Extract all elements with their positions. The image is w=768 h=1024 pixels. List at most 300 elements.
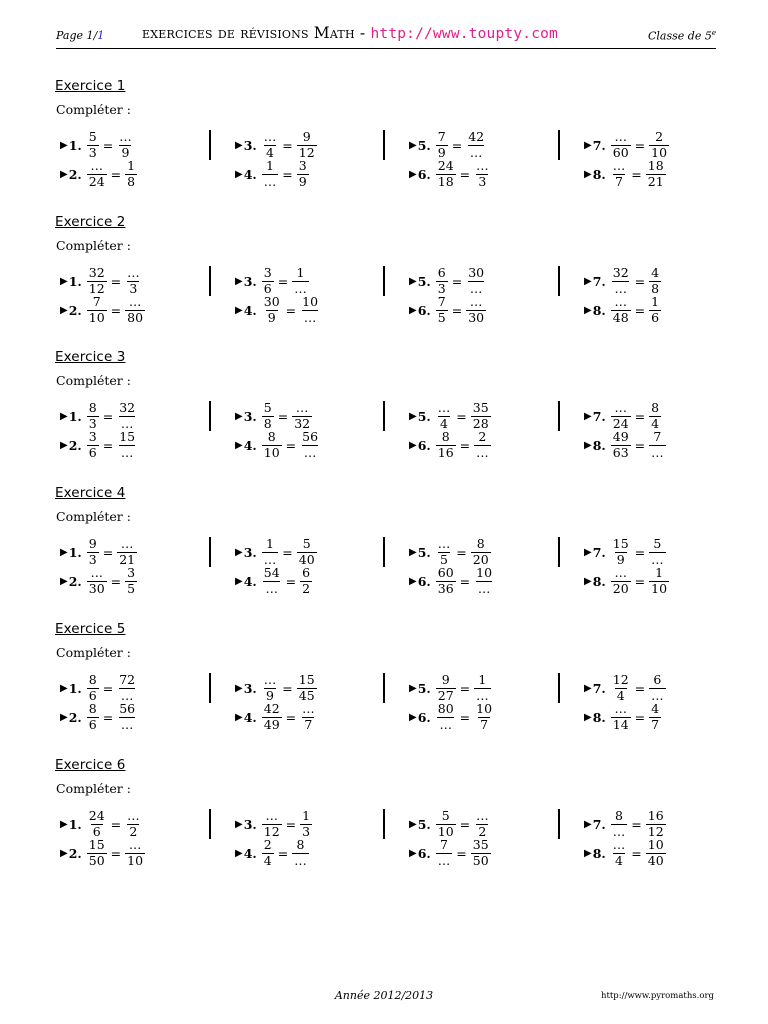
numerator: 5 [263, 400, 272, 415]
denominator: 3 [88, 415, 97, 431]
left-fraction [611, 160, 628, 188]
numerator: … [612, 837, 626, 852]
question-label [235, 274, 257, 289]
question-label [60, 545, 82, 560]
question-item [409, 131, 486, 159]
equals-sign: = [102, 437, 114, 453]
question-number: 8. [592, 573, 606, 589]
denominator: 30 [468, 309, 485, 325]
equals-sign: = [631, 845, 642, 861]
question-number: 1. [68, 680, 82, 696]
question-item [235, 402, 312, 430]
denominator: 21 [647, 173, 664, 189]
triangle-icon: ▶ [235, 546, 243, 558]
header-url-link[interactable]: http://www.toupty.com [370, 26, 558, 42]
left-fraction [436, 160, 456, 188]
numerator: … [476, 158, 489, 173]
right-fraction [117, 131, 134, 159]
title-text: exercices de révisions Math - [142, 24, 371, 42]
left-fraction [262, 567, 282, 595]
left-fraction [262, 431, 282, 459]
numerator: … [295, 400, 309, 415]
triangle-icon: ▶ [409, 711, 417, 723]
question-number: 3. [243, 273, 257, 289]
left-fraction [262, 267, 274, 295]
question-item [60, 839, 145, 867]
question-label [60, 303, 82, 318]
question-number: 1. [68, 816, 82, 832]
left-fraction [611, 131, 631, 159]
triangle-icon: ▶ [60, 139, 68, 151]
denominator: 12 [298, 144, 315, 160]
equals-sign: = [451, 302, 463, 318]
numerator: 7 [437, 129, 446, 144]
exercise-title: Exercice 1 [55, 78, 126, 94]
numerator: … [437, 400, 451, 415]
denominator: 9 [121, 144, 130, 160]
equals-sign: = [459, 573, 471, 589]
question-label [235, 303, 257, 318]
left-fraction [87, 160, 107, 188]
numerator: … [612, 158, 626, 173]
denominator: … [476, 687, 489, 703]
denominator: 9 [437, 144, 446, 160]
question-item [60, 703, 137, 731]
question-number: 6. [417, 166, 431, 182]
right-fraction [117, 402, 137, 430]
question-item [409, 267, 486, 295]
numerator: 3 [127, 565, 136, 580]
denominator: 40 [647, 852, 664, 868]
numerator: … [614, 701, 627, 716]
equals-sign: = [459, 816, 471, 832]
denominator: 63 [612, 444, 629, 460]
question-label [60, 138, 82, 153]
question-item [235, 839, 309, 867]
question-label [409, 846, 431, 861]
equals-sign: = [277, 273, 289, 289]
right-fraction [649, 538, 666, 566]
numerator: 7 [437, 294, 446, 309]
denominator: 3 [478, 173, 487, 189]
right-fraction [471, 538, 491, 566]
right-fraction [117, 703, 137, 731]
numerator: … [469, 294, 483, 309]
numerator: 49 [612, 429, 629, 444]
numerator: … [128, 294, 142, 309]
triangle-icon: ▶ [235, 847, 243, 859]
denominator: 4 [266, 144, 274, 160]
triangle-icon: ▶ [60, 546, 68, 558]
triangle-icon: ▶ [409, 439, 417, 451]
numerator: 9 [441, 672, 450, 687]
question-number: 5. [417, 816, 431, 832]
numerator: 7 [653, 429, 662, 444]
numerator: 35 [472, 837, 489, 852]
question-number: 3. [243, 680, 257, 696]
question-item [409, 160, 491, 188]
denominator: 7 [480, 716, 489, 732]
equals-sign: = [102, 709, 114, 725]
denominator: … [477, 580, 491, 596]
question-number: 1. [68, 544, 82, 560]
triangle-icon: ▶ [584, 711, 592, 723]
denominator: … [294, 280, 307, 296]
numerator: 24 [88, 808, 105, 823]
numerator: … [90, 565, 103, 580]
exercise-instruction: Compléter : [56, 781, 131, 796]
triangle-icon: ▶ [60, 439, 68, 451]
left-fraction [436, 839, 453, 867]
equals-sign: = [456, 845, 467, 861]
left-fraction [262, 839, 274, 867]
column-divider [383, 809, 385, 839]
denominator: 4 [263, 852, 272, 868]
numerator: 1 [296, 265, 305, 280]
denominator: 12 [263, 823, 280, 839]
equals-sign: = [634, 573, 646, 589]
denominator: 9 [267, 309, 276, 325]
triangle-icon: ▶ [409, 546, 417, 558]
denominator: 12 [647, 823, 664, 839]
question-label [60, 438, 82, 453]
question-label [584, 846, 606, 861]
equals-sign: = [277, 408, 289, 424]
question-label [584, 681, 606, 696]
triangle-icon: ▶ [409, 682, 417, 694]
denominator: 40 [298, 551, 315, 567]
question-item [235, 674, 317, 702]
numerator: 72 [119, 672, 136, 687]
equals-sign: = [285, 573, 297, 589]
footer-url[interactable]: http://www.pyromaths.org [601, 991, 714, 1001]
right-fraction [466, 131, 486, 159]
left-fraction [611, 538, 631, 566]
exercise-instruction: Compléter : [56, 373, 131, 388]
question-item [409, 538, 491, 566]
denominator: 10 [651, 580, 668, 596]
question-label [584, 274, 606, 289]
left-fraction [87, 431, 99, 459]
equals-sign: = [110, 273, 122, 289]
numerator: 54 [263, 565, 280, 580]
question-item [60, 402, 137, 430]
left-fraction [611, 296, 631, 324]
numerator: 15 [612, 536, 629, 551]
numerator: 8 [651, 400, 660, 415]
triangle-icon: ▶ [235, 711, 243, 723]
equals-sign: = [451, 273, 463, 289]
exercise-2 [55, 214, 735, 332]
question-item [235, 160, 309, 188]
question-item [235, 131, 317, 159]
triangle-icon: ▶ [584, 439, 592, 451]
column-divider [209, 809, 211, 839]
denominator: 6 [651, 309, 660, 325]
right-fraction [297, 131, 317, 159]
denominator: 5 [440, 551, 448, 567]
question-item [235, 431, 320, 459]
question-label [235, 545, 257, 560]
question-label [584, 303, 606, 318]
question-number: 6. [417, 302, 431, 318]
question-number: 5. [417, 408, 431, 424]
equals-sign: = [277, 845, 289, 861]
question-label [60, 574, 82, 589]
numerator: 32 [88, 265, 105, 280]
question-number: 2. [68, 437, 82, 453]
numerator: 10 [302, 294, 319, 309]
denominator: 50 [88, 852, 105, 868]
denominator: 49 [263, 716, 280, 732]
right-fraction [117, 538, 137, 566]
question-item [60, 160, 137, 188]
numerator: … [614, 294, 627, 309]
denominator: 24 [88, 173, 105, 189]
column-divider [558, 266, 560, 296]
question-number: 3. [243, 816, 257, 832]
denominator: 7 [615, 173, 623, 189]
denominator: 6 [263, 280, 272, 296]
equals-sign: = [631, 166, 642, 182]
question-label [409, 303, 431, 318]
question-number: 2. [68, 845, 82, 861]
question-number: 4. [243, 166, 257, 182]
question-number: 7. [592, 544, 606, 560]
question-label [409, 409, 431, 424]
numerator: 6 [302, 565, 311, 580]
left-fraction [611, 267, 631, 295]
numerator: 60 [437, 565, 454, 580]
left-fraction [262, 703, 282, 731]
triangle-icon: ▶ [60, 168, 68, 180]
left-fraction [87, 538, 99, 566]
page-number [56, 29, 104, 42]
question-number: 2. [68, 573, 82, 589]
right-fraction [474, 674, 491, 702]
exercise-title: Exercice 6 [55, 757, 126, 773]
left-fraction [262, 160, 279, 188]
column-divider [383, 266, 385, 296]
question-number: 7. [592, 273, 606, 289]
question-label [409, 681, 431, 696]
triangle-icon: ▶ [409, 847, 417, 859]
denominator: 9 [616, 551, 625, 567]
numerator: 6 [653, 672, 662, 687]
left-fraction [436, 131, 448, 159]
triangle-icon: ▶ [584, 575, 592, 587]
triangle-icon: ▶ [60, 711, 68, 723]
numerator: … [476, 808, 489, 823]
exercise-5 [55, 621, 735, 739]
denominator: 4 [440, 415, 448, 431]
right-fraction [466, 267, 486, 295]
column-divider [383, 130, 385, 160]
denominator: … [303, 444, 317, 460]
question-number: 8. [592, 845, 606, 861]
column-divider [383, 401, 385, 431]
question-number: 8. [592, 709, 606, 725]
equals-sign: = [631, 816, 642, 832]
numerator: 15 [88, 837, 105, 852]
denominator: … [651, 551, 664, 567]
equals-sign: = [456, 408, 467, 424]
numerator: 1 [651, 294, 660, 309]
numerator: 4 [651, 701, 660, 716]
page-label: Page 1/ [56, 29, 98, 42]
triangle-icon: ▶ [60, 575, 68, 587]
denominator: 24 [612, 415, 629, 431]
denominator: … [469, 144, 483, 160]
left-fraction [611, 402, 631, 430]
denominator: … [263, 551, 277, 567]
numerator: 7 [440, 837, 448, 852]
denominator: 14 [612, 716, 629, 732]
denominator: … [294, 852, 307, 868]
denominator: 2 [302, 580, 311, 596]
numerator: … [302, 701, 315, 716]
question-number: 1. [68, 273, 82, 289]
question-label [235, 846, 257, 861]
question-label [60, 409, 82, 424]
class-label [648, 29, 716, 43]
right-fraction [474, 431, 491, 459]
left-fraction [436, 431, 456, 459]
equals-sign: = [451, 137, 463, 153]
question-number: 6. [417, 709, 431, 725]
question-number: 2. [68, 166, 82, 182]
equals-sign: = [110, 573, 122, 589]
denominator: … [651, 687, 664, 703]
question-number: 8. [592, 302, 606, 318]
numerator: 1 [478, 672, 487, 687]
triangle-icon: ▶ [409, 304, 417, 316]
question-number: 6. [417, 437, 431, 453]
numerator: 6 [437, 265, 446, 280]
numerator: 12 [612, 672, 629, 687]
right-fraction [649, 267, 661, 295]
left-fraction [87, 810, 107, 838]
numerator: 2 [655, 129, 664, 144]
question-label [584, 817, 606, 832]
right-fraction [649, 703, 661, 731]
denominator: 3 [129, 280, 138, 296]
right-fraction [474, 160, 491, 188]
numerator: 8 [88, 701, 97, 716]
numerator: … [437, 536, 451, 551]
numerator: 8 [267, 429, 276, 444]
exercise-title: Exercice 2 [55, 214, 126, 230]
question-number: 4. [243, 302, 257, 318]
left-fraction [262, 402, 274, 430]
numerator: 1 [266, 536, 274, 551]
right-fraction [125, 160, 137, 188]
denominator: 8 [263, 415, 272, 431]
right-fraction [649, 674, 666, 702]
numerator: 16 [647, 808, 664, 823]
denominator: 5 [437, 309, 446, 325]
numerator: … [128, 837, 142, 852]
equals-sign: = [102, 680, 114, 696]
numerator: 5 [302, 536, 311, 551]
denominator: 8 [651, 280, 660, 296]
denominator: … [120, 415, 134, 431]
question-label [409, 438, 431, 453]
left-fraction [436, 567, 456, 595]
triangle-icon: ▶ [235, 682, 243, 694]
triangle-icon: ▶ [584, 847, 592, 859]
numerator: 18 [647, 158, 664, 173]
numerator: 1 [266, 158, 274, 173]
denominator: 21 [119, 551, 136, 567]
triangle-icon: ▶ [584, 682, 592, 694]
exercise-title: Exercice 5 [55, 621, 126, 637]
question-number: 8. [592, 166, 606, 182]
numerator: 8 [296, 837, 305, 852]
numerator: 32 [119, 400, 136, 415]
left-fraction [87, 703, 99, 731]
left-fraction [436, 402, 453, 430]
question-label [235, 710, 257, 725]
exercise-1 [55, 78, 735, 196]
numerator: 9 [88, 536, 97, 551]
right-fraction [125, 567, 137, 595]
denominator: 6 [88, 687, 97, 703]
left-fraction [262, 674, 279, 702]
numerator: 56 [119, 701, 136, 716]
equals-sign: = [634, 273, 646, 289]
denominator: … [614, 280, 627, 296]
question-item [584, 131, 669, 159]
numerator: … [614, 400, 627, 415]
numerator: 8 [88, 672, 97, 687]
equals-sign: = [110, 845, 122, 861]
right-fraction [646, 160, 666, 188]
denominator: 27 [437, 687, 454, 703]
question-item [60, 538, 137, 566]
triangle-icon: ▶ [235, 304, 243, 316]
denominator: 80 [127, 309, 144, 325]
numerator: 2 [478, 429, 487, 444]
triangle-icon: ▶ [60, 275, 68, 287]
equals-sign: = [285, 816, 297, 832]
denominator: … [303, 309, 317, 325]
right-fraction [300, 567, 312, 595]
denominator: … [476, 444, 489, 460]
left-fraction [262, 296, 282, 324]
equals-sign: = [634, 137, 646, 153]
left-fraction [436, 267, 448, 295]
right-fraction [300, 296, 320, 324]
page-total[interactable]: 1 [97, 29, 105, 42]
denominator: 3 [88, 551, 97, 567]
question-label [584, 574, 606, 589]
right-fraction [474, 810, 491, 838]
header-rule [56, 48, 716, 49]
numerator: … [614, 129, 627, 144]
right-fraction [471, 839, 491, 867]
right-fraction [466, 296, 486, 324]
right-fraction [300, 431, 320, 459]
question-item [60, 296, 145, 324]
left-fraction [87, 296, 107, 324]
right-fraction [649, 567, 669, 595]
column-divider [383, 537, 385, 567]
left-fraction [611, 567, 631, 595]
equals-sign: = [459, 680, 471, 696]
question-label [409, 545, 431, 560]
numerator: 35 [472, 400, 489, 415]
